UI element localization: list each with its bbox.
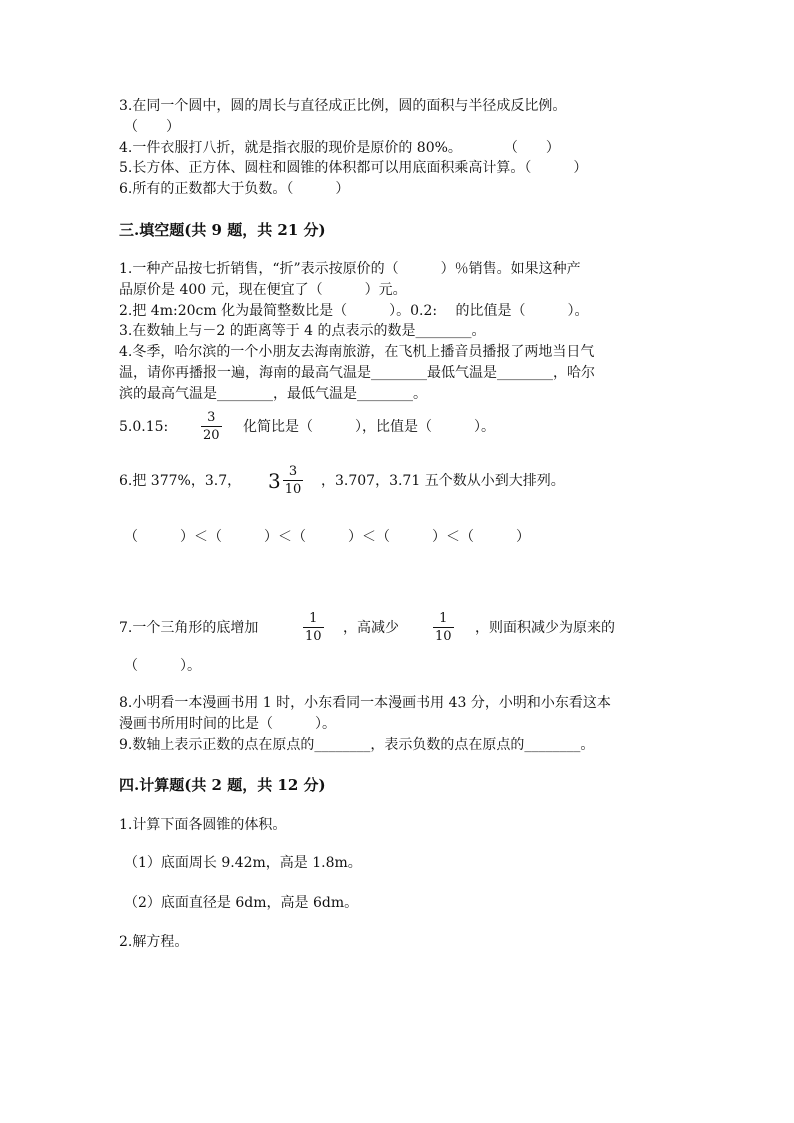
fill-q6-order-blanks: （ ）＜（ ）＜（ ）＜（ ）＜（ ） (124, 529, 530, 545)
calc-q2: 2.解方程。 (119, 934, 189, 950)
fraction-denominator: 10 (305, 629, 322, 644)
fill-q7-fraction-1 (303, 611, 324, 644)
fraction-numerator: 3 (207, 410, 216, 425)
judge-item-3-answer: （ ） (124, 119, 180, 135)
fraction-bar (201, 426, 222, 427)
fraction-numerator: 1 (439, 611, 448, 626)
fill-q4-line1: 4.冬季，哈尔滨的一个小朋友去海南旅游，在飞机上播音员播报了两地当日气 (119, 344, 595, 360)
fill-q1-line1: 1.一种产品按七折销售，“折”表示按原价的（ ）％销售。如果这种产 (119, 261, 581, 277)
fill-q7-blank: （ ）。 (124, 658, 201, 674)
fraction-denominator: 10 (435, 629, 452, 644)
fraction-bar (283, 480, 304, 481)
fill-q8-line1: 8.小明看一本漫画书用 1 时，小东看同一本漫画书用 43 分，小明和小东看这本 (119, 695, 611, 711)
calc-q1-part-b: （2）底面直径是 6dm，高是 6dm。 (124, 895, 359, 911)
fill-q1-line2: 品原价是 400 元，现在便宜了（ ）元。 (119, 282, 407, 298)
fraction-denominator: 20 (203, 428, 220, 443)
fill-q5-suffix: 化简比是（ ），比值是（ ）。 (243, 419, 495, 435)
fill-q8-line2: 漫画书所用时间的比是（ ）。 (119, 716, 336, 732)
judge-item-3: 3.在同一个圆中，圆的周长与直径成正比例，圆的面积与半径成反比例。 (119, 98, 567, 114)
calc-q1: 1.计算下面各圆锥的体积。 (119, 817, 287, 833)
fill-q4-line2: 温，请你再播报一遍，海南的最高气温是________最低气温是________，哈尔 (119, 365, 595, 381)
fill-q7-fraction-2 (433, 611, 454, 644)
fill-q5-prefix: 5.0.15: (119, 419, 169, 435)
fraction-numerator: 3 (288, 464, 298, 479)
fraction-bar (303, 627, 324, 628)
fill-q2: 2.把 4m:20cm 化为最简整数比是（ ）。0.2: 的比值是（ ）。 (119, 303, 589, 319)
fill-q7-suffix: ，则面积减少为原来的 (475, 620, 615, 636)
calc-q1-part-a: （1）底面周长 9.42m，高是 1.8m。 (124, 855, 362, 871)
section-3-title: 三.填空题(共 9 题，共 21 分) (119, 221, 326, 239)
mixed-whole: 3 (268, 468, 281, 493)
fill-q5-fraction (201, 410, 222, 443)
fill-q4-line3: 滨的最高气温是________，最低气温是________。 (119, 386, 427, 402)
fraction-bar (433, 627, 454, 628)
mixed-fraction (283, 464, 304, 497)
judge-item-5: 5.长方体、正方体、圆柱和圆锥的体积都可以用底面积乘高计算。（ ） (119, 160, 588, 176)
fraction-numerator: 1 (309, 611, 318, 626)
judge-item-6: 6.所有的正数都大于负数。（ ） (119, 181, 350, 197)
fill-q9: 9.数轴上表示正数的点在原点的________，表示负数的点在原点的________。 (119, 737, 595, 753)
judge-item-4: 4.一件衣服打八折，就是指衣服的现价是原价的 80%。 （ ） (119, 140, 560, 156)
fill-q3: 3.在数轴上与－2 的距离等于 4 的点表示的数是________。 (119, 323, 486, 339)
fraction-denominator: 10 (284, 482, 302, 497)
fill-q6-prefix: 6.把 377%，3.7， (119, 473, 242, 489)
fill-q6-suffix: ，3.707，3.71 五个数从小到大排列。 (321, 473, 565, 489)
fill-q7-prefix: 7.一个三角形的底增加 (119, 620, 259, 636)
fill-q7-middle: ，高减少 (343, 620, 399, 636)
fill-q6-mixed-number (268, 464, 303, 497)
section-4-title: 四.计算题(共 2 题，共 12 分) (119, 776, 326, 794)
